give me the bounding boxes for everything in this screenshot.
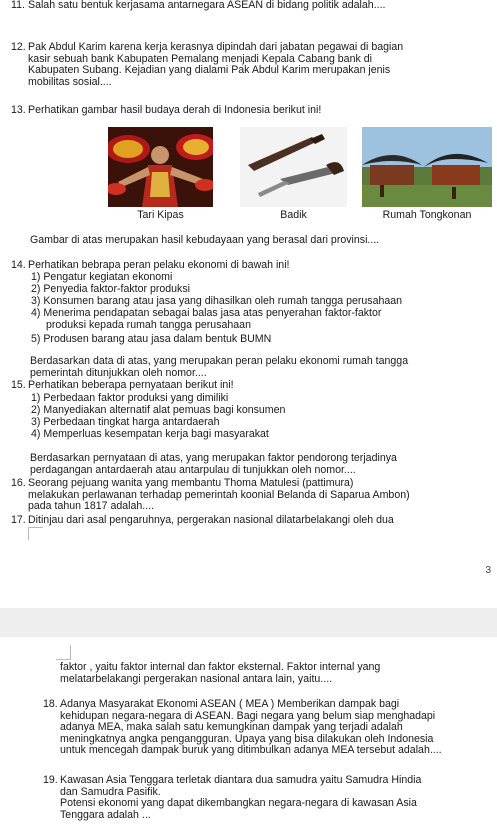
question-line: mobilitas sosial.... <box>28 75 112 88</box>
rumah-tongkonan-image <box>362 127 492 207</box>
option-3: 3) Perbedaan tingkat harga antardaerah <box>31 416 220 428</box>
question-12 <box>11 41 492 88</box>
question-number: 12. <box>11 41 26 53</box>
question-line: kehidupan negara-negara di ASEAN. Bagi negara yang belum siap menghadapi <box>60 709 436 722</box>
question-15-prompt <box>30 453 492 476</box>
option-1: 1) Pengatur kegiatan ekonomi <box>31 271 173 283</box>
question-13 <box>11 104 492 117</box>
page-number: 3 <box>485 565 491 576</box>
option-3: 3) Konsumen barang atau jasa yang dihasilkan oleh rumah tangga perusahaan <box>31 295 403 307</box>
question-text: Salah satu bentuk kerjasama antarnegara ASEAN di bidang politik adalah.... <box>28 0 386 11</box>
question-line: untuk mencegah dampak buruk yang ditimbulkan adanya MEA tersebut adalah.... <box>60 744 442 757</box>
caption-badik: Badik <box>280 209 307 221</box>
tari-kipas-image <box>108 127 213 207</box>
caption-tari-kipas: Tari Kipas <box>137 209 184 221</box>
question-line: dan Samudra Pasifik. <box>60 785 161 798</box>
prompt-line: perdagangan antardaerah atau antarpulau di tunjukkan oleh nomor.... <box>30 463 356 476</box>
prompt-line: Berdasarkan data di atas, yang merupakan peran pelaku ekonomi rumah tangga <box>30 355 409 367</box>
question-line: faktor , yaitu faktor internal dan faktor eksternal. Faktor internal yang <box>60 661 381 673</box>
question-line: melatarbelakangi pergerakan nasional antara lain, yaitu.... <box>60 672 333 685</box>
question-number: 19. <box>43 774 58 786</box>
page-separator <box>0 608 497 637</box>
question-14 <box>11 259 492 272</box>
question-line: Kabupaten Subang. Kejadian yang dialami Pak Abdul Karim merupakan jenis <box>28 64 391 77</box>
question-number: 13. <box>11 104 26 116</box>
option-5: 5) Produsen barang atau jasa dalam bentuk BUMN <box>31 333 272 345</box>
question-line: adanya MEA, maka salah satu kemungkinan dampak yang terjadi adalah <box>60 721 403 734</box>
option-4: 4) Menerima pendapatan sebagai balas jasa atas penyerahan faktor-faktor <box>31 307 382 319</box>
question-line: Potensi ekonomi yang dapat dikembangkan negara-negara di kawasan Asia <box>60 797 417 810</box>
question-number: 14. <box>11 259 26 271</box>
question-line: Tenggara adalah ... <box>60 808 151 821</box>
question-line: kasir sebuah bank Kabupaten Pemalang menjadi Kepala Cabang bank di <box>28 52 372 65</box>
question-number: 18. <box>43 698 58 710</box>
question-number: 15. <box>11 379 26 391</box>
question-line: Adanya Masyarakat Ekonomi ASEAN ( MEA ) Memberikan dampak bagi <box>60 698 400 710</box>
option-1: 1) Perbedaan faktor produksi yang dimiliki <box>31 392 229 404</box>
question-19 <box>43 774 492 821</box>
prompt-line: pemerintah ditunjukkan oleh nomor.... <box>30 366 207 379</box>
question-17-continued <box>60 662 492 685</box>
question-15 <box>11 379 492 392</box>
option-2: 2) Penyedia faktor-faktor produksi <box>31 283 190 295</box>
question-line: Ditinjau dari asal pengaruhnya, pergerakan nasional dilatarbelakangi oleh dua <box>28 514 394 526</box>
question-number: 11. <box>11 0 25 11</box>
caption-rumah-tongkonan: Rumah Tongkonan <box>382 209 472 221</box>
question-text: Perhatikan gambar hasil budaya derah di Indonesia berikut ini! <box>28 104 322 116</box>
question-13-prompt: Gambar di atas merupakan hasil kebudayaan yang berasal dari provinsi.... <box>30 234 380 246</box>
question-line: pada tahun 1817 adalah.... <box>28 500 155 513</box>
prompt-line: Berdasarkan pernyataan di atas, yang merupakan faktor pendorong terjadinya <box>30 452 397 464</box>
question-14-prompt <box>30 356 492 379</box>
page-corner-mark <box>56 645 71 660</box>
question-line: meningkatnya angka pengangguran. Upaya yang bisa dilakukan oleh Indonesia <box>60 732 434 745</box>
question-text: Perhatikan beberapa pernyataan berikut ini! <box>28 379 234 391</box>
badik-image <box>240 127 347 207</box>
question-18 <box>43 698 492 757</box>
question-number: 17. <box>11 514 26 526</box>
page-bottom <box>0 637 497 837</box>
question-text: Perhatikan bebrapa peran pelaku ekonomi di bawah ini! <box>28 259 290 271</box>
question-line: Pak Abdul Karim karena kerja kerasnya dipindah dari jabatan pegawai di bagian <box>28 41 404 53</box>
question-line: Seorang pejuang wanita yang membantu Thoma Matulesi (pattimura) <box>28 477 354 489</box>
option-2: 2) Manyediakan alternatif alat pemuas bagi konsumen <box>31 404 286 416</box>
page-corner-mark <box>28 527 43 540</box>
question-number: 16. <box>11 477 26 489</box>
question-17 <box>11 514 492 527</box>
question-16 <box>11 477 492 513</box>
option-4-continued: produksi kepada rumah tangga perusahaan <box>46 319 251 331</box>
question-line: Kawasan Asia Tenggara terletak diantara dua samudra yaitu Samudra Hindia <box>60 774 422 786</box>
option-4: 4) Memperluas kesempatan kerja bagi masyarakat <box>31 428 269 440</box>
question-line: melakukan perlawanan terhadap pemerintah koonial Belanda di Saparua Ambon) <box>28 488 410 501</box>
question-11 <box>11 0 492 12</box>
